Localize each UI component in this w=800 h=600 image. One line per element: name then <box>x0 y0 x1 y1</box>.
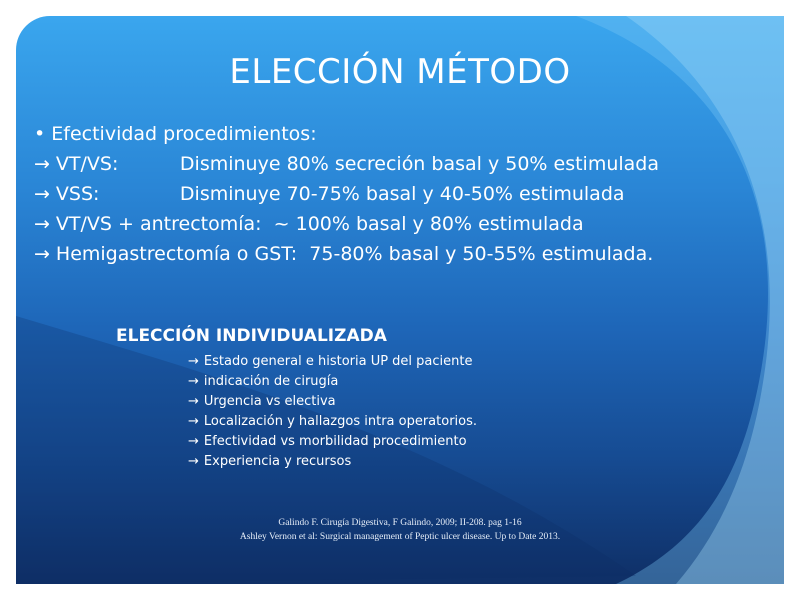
reference-line: Ashley Vernon et al: Surgical management of Peptic ulcer disease. Up to Date 2013. <box>239 532 561 542</box>
slide-title: ELECCIÓN MÉTODO <box>229 52 571 92</box>
arrow-icon: → <box>34 153 50 175</box>
effectiveness-heading-row <box>34 119 774 149</box>
list-item <box>188 352 477 372</box>
reference-line: Galindo F. Cirugía Digestiva, F Galindo, 2009; II-208. pag 1-16 <box>278 518 522 528</box>
effectiveness-heading: Efectividad procedimientos: <box>51 123 317 145</box>
method-label: VT/VS: <box>55 153 119 175</box>
arrow-icon: → <box>188 454 199 469</box>
arrow-icon: → <box>34 183 50 205</box>
list-item <box>188 432 477 452</box>
effectiveness-list <box>34 119 774 269</box>
arrow-icon: → <box>188 374 199 389</box>
arrow-icon: → <box>188 394 199 409</box>
list-item <box>188 412 477 432</box>
list-item <box>188 372 477 392</box>
method-text: Disminuye 80% secreción basal y 50% estimulada <box>179 153 660 175</box>
arrow-icon: → <box>188 354 199 369</box>
list-item <box>188 392 477 412</box>
method-text: ~ 100% basal y 80% estimulada <box>273 213 584 235</box>
method-row <box>34 149 774 179</box>
decorative-swoosh <box>16 16 784 584</box>
method-row <box>34 239 774 269</box>
method-label: VT/VS + antrectomía: <box>55 213 262 235</box>
list-item <box>188 452 477 472</box>
method-label: Hemigastrectomía o GST: <box>55 243 298 265</box>
method-text: 75-80% basal y 50-55% estimulada. <box>309 243 654 265</box>
list-item-text: Localización y hallazgos intra operatorios. <box>203 414 478 429</box>
arrow-icon: → <box>188 434 199 449</box>
list-item-text: indicación de cirugía <box>203 374 339 389</box>
list-item-text: Urgencia vs electiva <box>203 394 336 409</box>
arrow-icon: → <box>34 213 50 235</box>
method-text: Disminuye 70-75% basal y 40-50% estimulada <box>179 183 625 205</box>
list-item-text: Estado general e historia UP del paciente <box>203 354 473 369</box>
method-row <box>34 209 774 239</box>
method-row <box>34 179 774 209</box>
references <box>16 516 784 544</box>
list-item-text: Efectividad vs morbilidad procedimiento <box>203 434 467 449</box>
method-label: VSS: <box>55 183 100 205</box>
bullet-glyph: • <box>34 123 46 145</box>
individualized-list <box>188 352 477 472</box>
slide <box>16 16 784 584</box>
individualized-heading: ELECCIÓN INDIVIDUALIZADA <box>116 326 387 346</box>
list-item-text: Experiencia y recursos <box>203 454 352 469</box>
arrow-icon: → <box>34 243 50 265</box>
arrow-icon: → <box>188 414 199 429</box>
